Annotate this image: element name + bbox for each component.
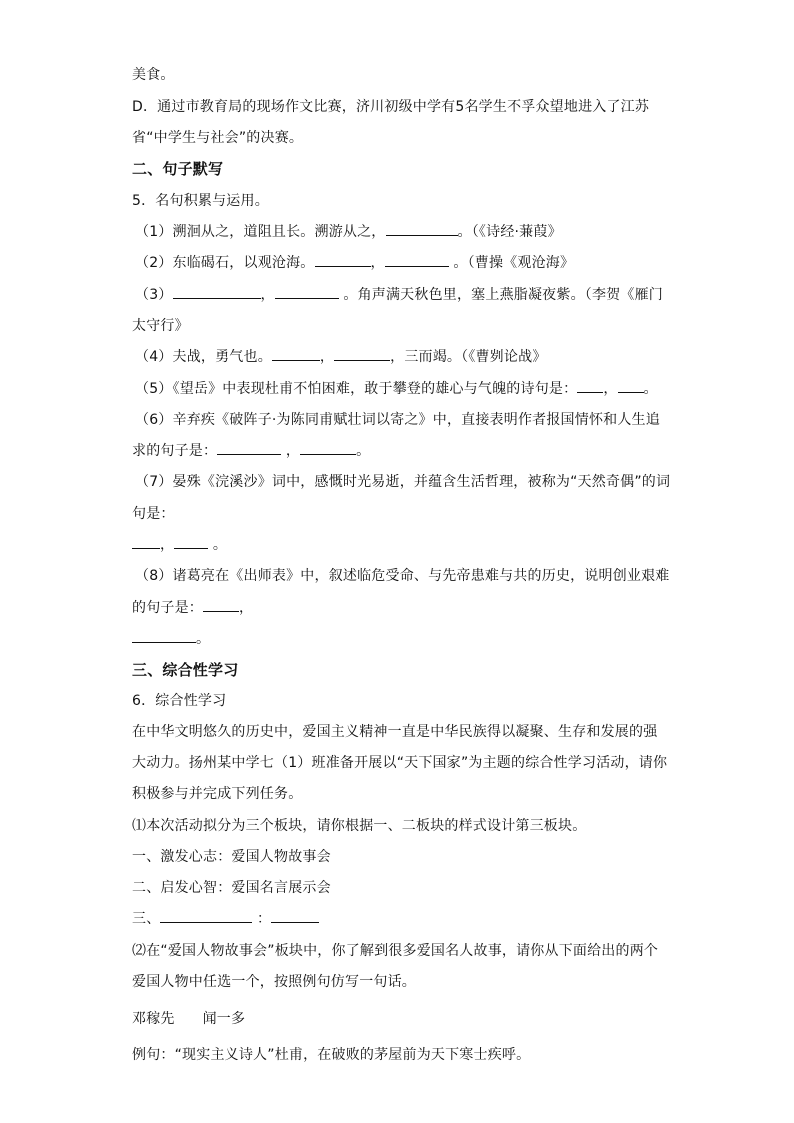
q6-task-2-cont: 爱国人物中任选一个，按照例句仿写一句话。 [132, 974, 416, 990]
answer-blank[interactable] [315, 252, 371, 267]
q5-item-2: （2）东临碣石，以观沧海。 ， 。（曹操《观沧海》 [135, 252, 574, 274]
q5-item-8-cont: 的句子是： ， [132, 597, 253, 619]
answer-blank[interactable] [132, 534, 160, 549]
q6-task-2-names [132, 1008, 245, 1030]
q4-tail: 美食。 [132, 67, 175, 83]
person-name: 邓稼先 [132, 1011, 175, 1027]
q5-item-7-cont: 句是： [132, 506, 175, 522]
q5-item-8-answer: 。 [132, 628, 210, 650]
q5-item-4: （4）夫战，勇气也。 ， ，三而竭。（《曹刿论战》 [135, 346, 547, 368]
q6-task-1-item: 一、激发心志：爱国人物故事会 [132, 849, 331, 865]
answer-blank[interactable] [385, 252, 449, 267]
answer-blank[interactable] [271, 908, 319, 923]
answer-blank[interactable] [386, 221, 458, 236]
q6-task-2-example: 例句：“现实主义诗人”杜甫，在破败的茅屋前为天下寒士疾呼。 [132, 1047, 531, 1063]
answer-blank[interactable] [275, 284, 339, 299]
q5-item-3: （3） ， 。角声满天秋色里，塞上燕脂凝夜紫。（李贺《雁门 [135, 284, 663, 306]
q6-title: 6．综合性学习 [132, 693, 227, 709]
answer-blank[interactable] [132, 628, 196, 643]
q5-item-1: （1）溯洄从之，道阻且长。溯游从之， 。（《诗经·蒹葭》 [135, 221, 562, 243]
q5-item-6: （6）辛弃疾《破阵子·为陈同甫赋壮词以寄之》中，直接表明作者报国情怀和人生追 [135, 412, 660, 428]
q4-option-d-cont: 省“中学生与社会”的决赛。 [132, 130, 304, 146]
answer-blank[interactable] [173, 284, 261, 299]
q5-title: 5．名句积累与运用。 [132, 193, 269, 209]
q5-item-5: （5）《望岳》中表现杜甫不怕困难，敢于攀登的雄心与气魄的诗句是： ， 。 [135, 378, 658, 400]
answer-blank[interactable] [203, 597, 239, 612]
answer-blank[interactable] [160, 908, 252, 923]
q6-intro: 在中华文明悠久的历史中，爱国主义精神一直是中华民族得以凝聚、生存和发展的强 [132, 724, 658, 740]
section-title-3: 三、综合性学习 [132, 661, 239, 679]
answer-blank[interactable] [334, 346, 390, 361]
q6-intro-cont: 积极参与并完成下列任务。 [132, 786, 303, 802]
q5-item-3-cont: 太守行》 [132, 318, 189, 334]
q6-task-1: ⑴本次活动拟分为三个板块，请你根据一、二板块的样式设计第三板块。 [132, 818, 587, 834]
q6-task-1-item: 三、 ： [132, 908, 319, 930]
q5-item-6-cont: 求的句子是： ， 。 [132, 440, 370, 462]
answer-blank[interactable] [577, 378, 603, 393]
answer-blank[interactable] [272, 346, 320, 361]
q5-item-7-answer: ， 。 [132, 534, 227, 556]
person-name: 闻一多 [202, 1011, 246, 1027]
section-title-2: 二、句子默写 [132, 160, 224, 178]
q6-task-2: ⑵在“爱国人物故事会”板块中，你了解到很多爱国名人故事，请你从下面给出的两个 [132, 943, 659, 959]
answer-blank[interactable] [217, 440, 281, 455]
q4-option-d: D．通过市教育局的现场作文比赛，济川初级中学有5名学生不孚众望地进入了江苏 [132, 99, 650, 115]
q6-intro-cont: 大动力。扬州某中学七（1）班准备开展以“天下国家”为主题的综合性学习活动，请你 [132, 755, 668, 771]
q6-task-1-item: 二、启发心智：爱国名言展示会 [132, 880, 331, 896]
answer-blank[interactable] [174, 534, 208, 549]
answer-blank[interactable] [618, 378, 644, 393]
q5-item-7: （7）晏殊《浣溪沙》词中，感慨时光易逝，并蕴含生活哲理，被称为“天然奇偶”的词 [135, 474, 671, 490]
answer-blank[interactable] [300, 440, 356, 455]
q5-item-8: （8）诸葛亮在《出师表》中，叙述临危受命、与先帝患难与共的历史，说明创业艰难 [135, 568, 670, 584]
